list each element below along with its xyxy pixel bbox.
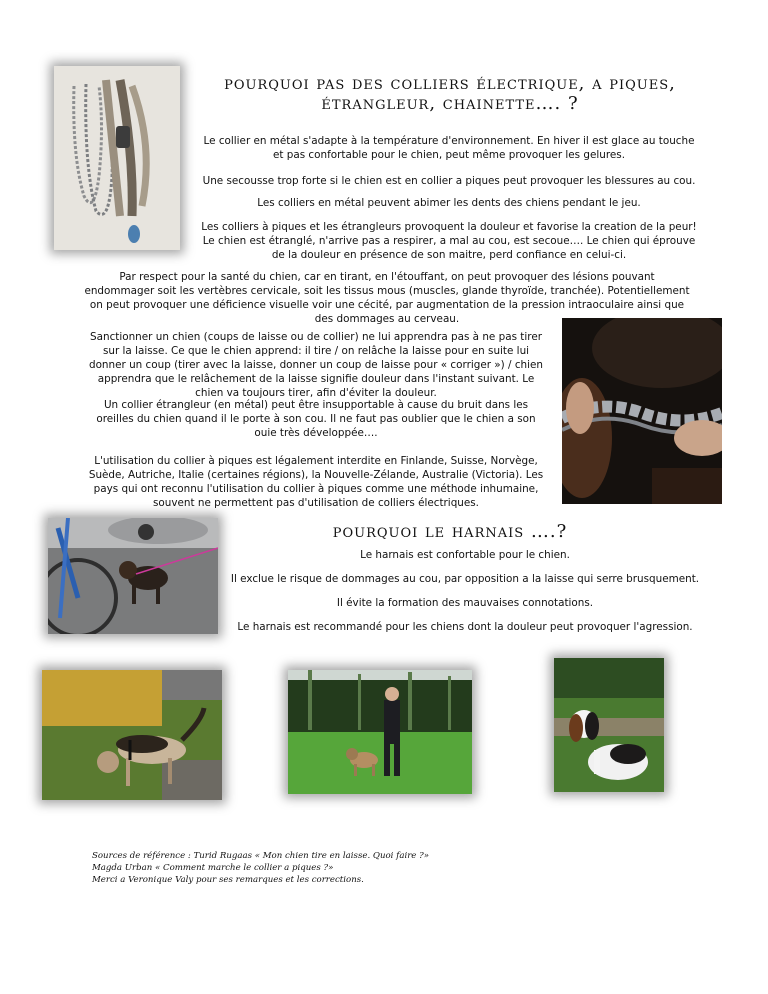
paragraph-harnais-agression: Le harnais est recommandé pour les chiens dont la douleur peut provoquer l'agression. — [237, 621, 693, 633]
photo-training-field — [288, 670, 472, 794]
prong-collar-illustration — [562, 318, 722, 504]
section-title-colliers: pourquoi pas des colliers électrique, a piques, étrangleur, chainette…. ? — [224, 73, 676, 114]
cavalier-dog-illustration — [554, 658, 664, 792]
puppy-bicycle-illustration — [48, 518, 218, 634]
section-title-harnais: pourquoi le harnais ….? — [332, 521, 568, 542]
paragraph-harnais-connotations: Il évite la formation des mauvaises connotations. — [336, 597, 594, 609]
paragraph-metal-temperature: Le collier en métal s'adapte à la température d'environnement. En hiver il est glace au touche et pas confortable pour le chien, peut même provoquer les gelures. — [203, 135, 695, 161]
paragraph-harnais-cou: Il exclue le risque de dommages au cou, par opposition a la laisse qui serre brusquement. — [230, 573, 700, 585]
paragraph-respect-sante: Par respect pour la santé du chien, car en tirant, en l'étouffant, on peut provoquer des lésions pouvant endommager soit les vertèbres cervicale, soit les tissus mous (muscles, glande thyroïde, tranchée). Potentiellement on peut provoquer une déficience visuelle voir une cécité, par augmentation de la pression intraoculaire ainsi que des dommages au cerveau. — [84, 271, 690, 325]
photo-collars — [54, 66, 180, 250]
photo-puppy-bicycle — [48, 518, 218, 634]
photo-dog-harness — [42, 670, 222, 800]
paragraph-douleur-peur: Les colliers à piques et les étrangleurs provoquent la douleur et favorise la creation de la peur! Le chien est étranglé, n'arrive pas a respirer, a mal au cou, est secoue…. Le chien qui éprouve de la douleur en présence de son maitre, perd confiance en celui-ci. — [201, 221, 697, 261]
paragraph-sanctionner: Sanctionner un chien (coups de laisse ou de collier) ne lui apprendra pas à ne pas tirer sur la laisse. Ce que le chien apprend: il tire / on relâche la laisse pour en suite lui donner un coup (tirer avec la laisse, donner un coup de laisse pour « corriger ») / chien apprendra que le relâchement de la laisse signifie douleur dans l'instant suivant. Le chien va toujours tirer, afin d'éviter la douleur. — [88, 331, 543, 399]
photo-cavalier-dog — [554, 658, 664, 792]
paragraph-secousse: Une secousse trop forte si le chien est en collier a piques peut provoquer les blessures au cou. — [202, 175, 696, 187]
source-line-3: Merci a Veronique Valy pour ses remarques et les corrections. — [92, 875, 364, 885]
paragraph-dents: Les colliers en métal peuvent abimer les dents des chiens pendant le jeu. — [257, 197, 641, 209]
dog-harness-illustration — [42, 670, 222, 800]
collars-illustration — [54, 66, 180, 250]
source-line-2: Magda Urban « Comment marche le collier a piques ?» — [92, 863, 334, 873]
photo-prong-collar — [562, 318, 722, 504]
source-line-1: Sources de référence : Turid Rugaas « Mon chien tire en laisse. Quoi faire ?» — [92, 851, 429, 861]
training-field-illustration — [288, 670, 472, 794]
paragraph-harnais-confortable: Le harnais est confortable pour le chien. — [360, 549, 570, 561]
paragraph-bruit-oreilles: Un collier étrangleur (en métal) peut être insupportable à cause du bruit dans les oreilles du chien quand il le porte à son cou. Il ne faut pas oublier que le chien a son ouie très développée…. — [96, 399, 536, 439]
paragraph-interdiction-legale: L'utilisation du collier à piques est légalement interdite en Finlande, Suisse, Norvège, Suède, Autriche, Italie (certaines régions), la Nouvelle-Zélande, Australie (Victoria). Les pays qui ont reconnu l'utilisation du collier à piques comme une méthode inhumaine, souvent ne permettent pas d'utilisation de colliers électriques. — [88, 455, 544, 509]
